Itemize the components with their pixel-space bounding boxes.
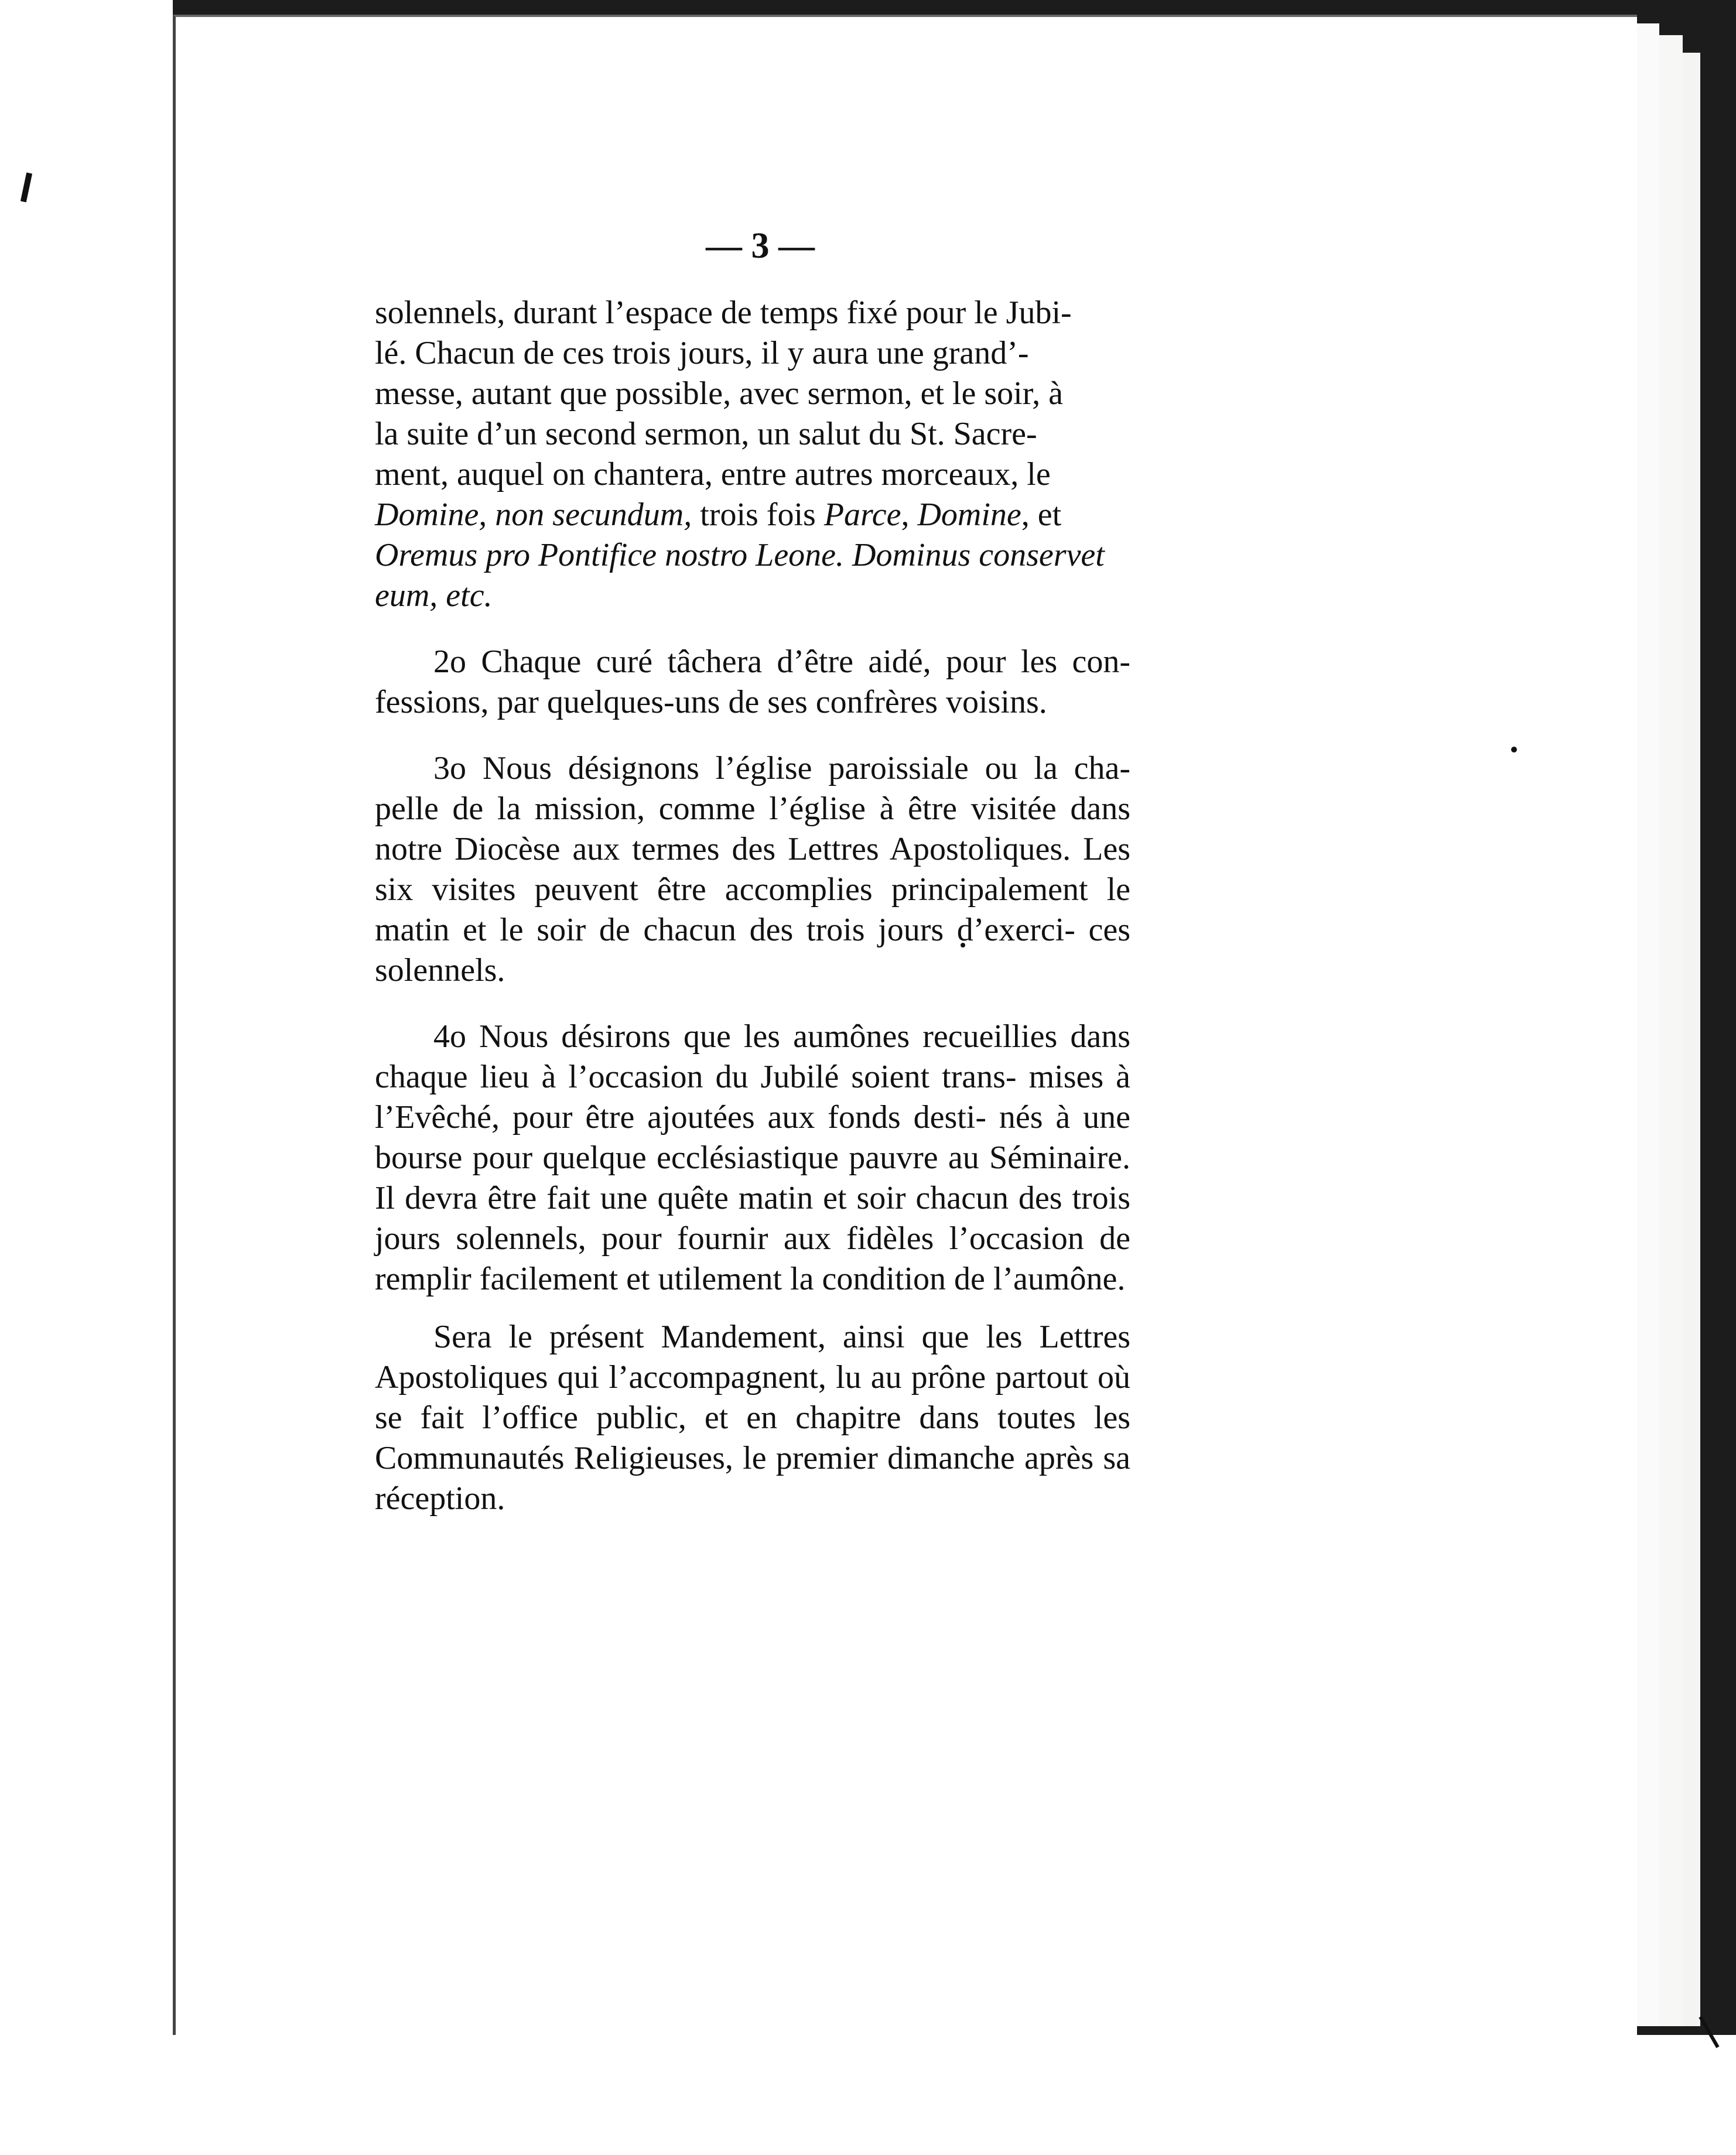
latin-phrase: Domine [917,497,1021,533]
text-line: lé. Chacun de ces trois jours, il y aura une grand’- [375,335,1029,371]
text-line: solennels, durant l’espace de temps fixé pour le Jubi- [375,295,1072,331]
paragraph-4: 4o Nous désirons que les aumônes recueillies dans chaque lieu à l’occasion du Jubilé soient trans- mises à l’Evêché, pour être ajoutées aux fonds desti- nés à une bourse pour quelque ecclésiastique pauvre au Séminaire. Il devra être fait une quête matin et soir chacun des trois jours solennels, pour fournir aux fidèles l’occasion de remplir facilement et utilement la condition de l’aumône. [375,1018,1130,1297]
text-line-italic [375,576,1130,616]
latin-phrase: Domine, non secundum, [375,497,692,533]
text-line-italic-mixed [375,495,1130,535]
paragraph-2: 2o Chaque curé tâchera d’être aidé, pour les con- fessions, par quelques-uns de ses confrères voisins. [375,644,1130,720]
paragraph-closing: Sera le présent Mandement, ainsi que les Lettres Apostoliques qui l’accompagnent, lu au prône partout où se fait l’office public, et en chapitre dans toutes les Communautés Religieuses, le premier dimanche après sa réception. [375,1319,1130,1517]
latin-phrase: Parce [823,497,901,533]
page-number: — 3 — [706,226,815,266]
paragraph-3: 3o Nous désignons l’église paroissiale ou la cha- pelle de la mission, comme l’église à être visitée dans notre Diocèse aux termes des Lettres Apostoliques. Les six visites peuvent être accomplies principalement le matin et le soir de chacun des trois jours d’exerci- ces solennels. [375,750,1130,988]
text-line: la suite d’un second sermon, un salut du St. Sacre- [375,416,1037,452]
text-line: messe, autant que possible, avec sermon, et le soir, à [375,375,1063,412]
text-line-italic [375,535,1130,576]
document-body [375,293,1130,1519]
text-segment: , [901,497,918,533]
scan-artifact-dot [1511,747,1517,752]
scan-left-margin [0,0,173,2155]
text-segment: , et [1021,497,1062,533]
latin-phrase: eum, etc. [375,577,493,614]
text-line: ment, auquel on chantera, entre autres morceaux, le [375,456,1051,492]
scan-bottom-margin [0,2035,1736,2155]
text-segment: trois fois [692,497,824,533]
latin-phrase: Oremus pro Pontifice nostro Leone. Dominus conservet [375,537,1105,573]
